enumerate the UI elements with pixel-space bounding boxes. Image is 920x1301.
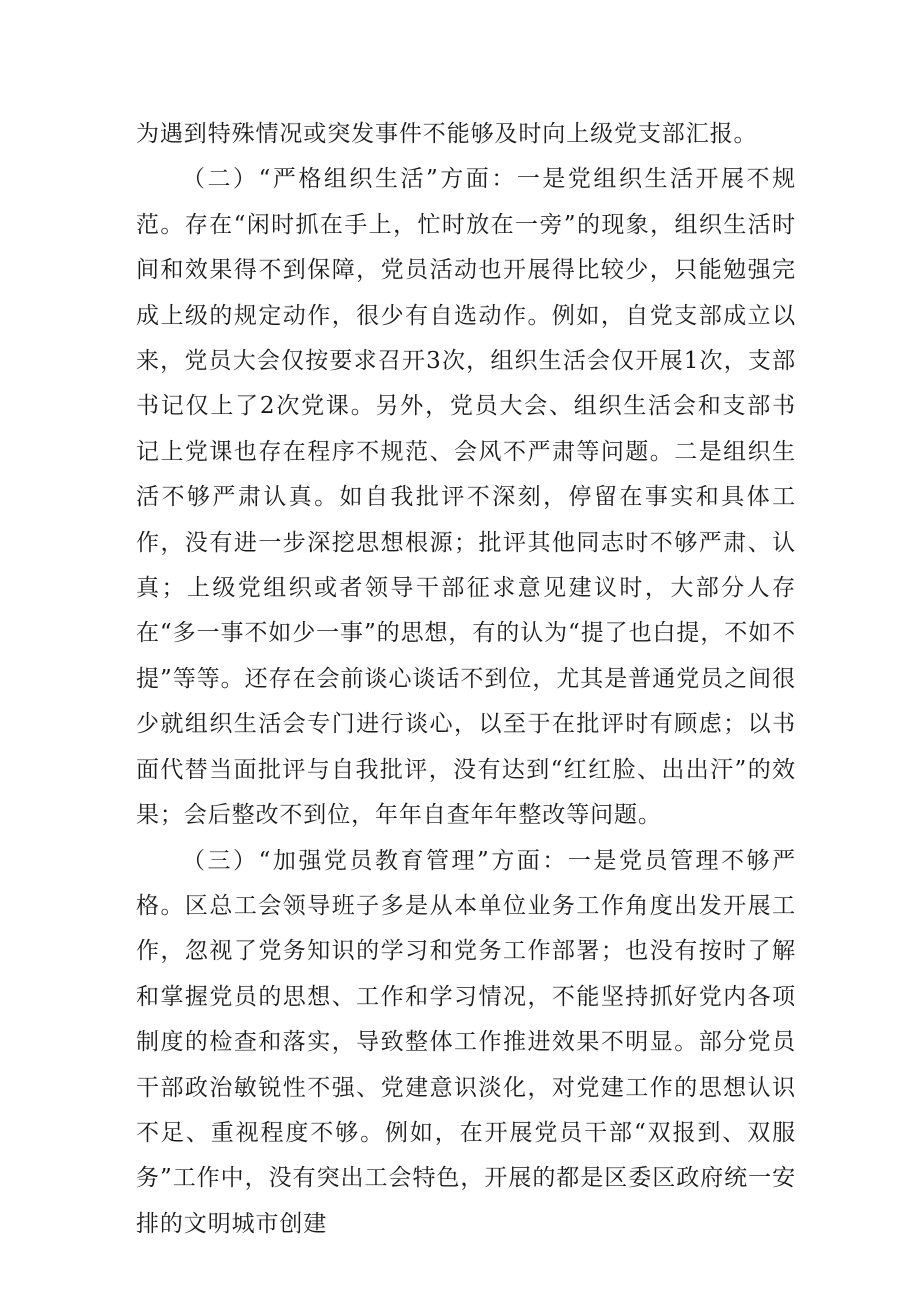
document-body	[136, 112, 796, 1247]
paragraph-section-three: （三）“加强党员教育管理”方面：一是党员管理不够严格。区总工会领导班子多是从本单位业务工作角度出发开展工作，忽视了党务知识的学习和党务工作部署；也没有按时了解和掌握党员的思想、工作和学习情况，不能坚持抓好党内各项制度的检查和落实，导致整体工作推进效果不明显。部分党员干部政治敏锐性不强、党建意识淡化，对党建工作的思想认识不足、重视程度不够。例如，在开展党员干部“双报到、双服务”工作中，没有突出工会特色，开展的都是区委区政府统一安排的文明城市创建	[136, 847, 796, 1237]
paragraph-section-two: （二）“严格组织生活”方面：一是党组织生活开展不规范。存在“闲时抓在手上，忙时放在一旁”的现象，组织生活时间和效果得不到保障，党员活动也开展得比较少，只能勉强完成上级的规定动作，很少有自选动作。例如，自党支部成立以来，党员大会仅按要求召开3次，组织生活会仅开展1次，支部书记仅上了2次党课。另外，党员大会、组织生活会和支部书记上党课也存在程序不规范、会风不严肃等问题。二是组织生活不够严肃认真。如自我批评不深刻，停留在事实和具体工作，没有进一步深挖思想根源；批评其他同志时不够严肃、认真；上级党组织或者领导干部征求意见建议时，大部分人存在“多一事不如少一事”的思想，有的认为“提了也白提，不如不提”等等。还存在会前谈心谈话不到位，尤其是普通党员之间很少就组织生活会专门进行谈心，以至于在批评时有顾虑；以书面代替当面批评与自我批评，没有达到“红红脸、出出汗”的效果；会后整改不到位，年年自查年年整改等问题。	[136, 166, 796, 829]
paragraph-continuation: 为遇到特殊情况或突发事件不能够及时向上级党支部汇报。	[136, 121, 758, 147]
